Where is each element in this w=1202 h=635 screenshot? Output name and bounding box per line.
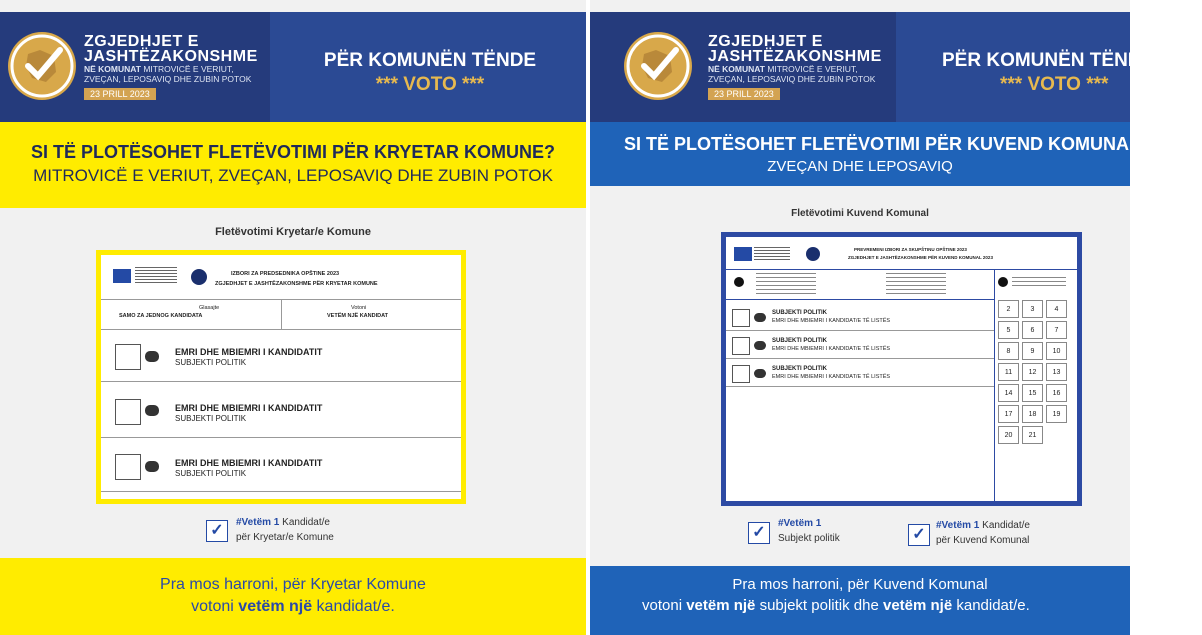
candidate-number-icon (145, 351, 159, 362)
party-number-icon (754, 341, 766, 350)
municipalities-subtitle: NË KOMUNAT MITROVICË E VERIUT, ZVEÇAN, LEPOSAVIQ DHE ZUBIN POTOK (84, 64, 252, 84)
party-candidate-list: EMRI DHE MBIEMRI I KANDIDAT/E TË LISTËS (772, 318, 891, 324)
candidate-party: SUBJEKTI POLITIK (175, 414, 247, 423)
header (590, 12, 1155, 122)
candidate-number-grid (998, 300, 1067, 444)
question-band (590, 122, 1141, 186)
candidate-number-box[interactable]: 13 (1046, 363, 1067, 381)
poster-assembly (590, 0, 1155, 635)
ballot-heading-1: PREVREMENI IZBORI ZA SKUPŠTINU OPŠTINE 2023 (854, 247, 967, 252)
candidate-number-box[interactable]: 9 (1022, 342, 1043, 360)
voto-label: *** VOTO *** (1000, 74, 1109, 95)
candidate-name: EMRI DHE MBIEMRI I KANDIDATIT (175, 458, 323, 468)
candidate-number-icon (145, 405, 159, 416)
candidate-number-box[interactable]: 21 (1022, 426, 1043, 444)
candidate-number-icon (145, 461, 159, 472)
ballot-heading-2: ZGJEDHJET E JASHTËZAKONSHME PËR KRYETAR KOMUNE (215, 281, 378, 287)
election-title: ZGJEDHJET E JASHTËZAKONSHME (84, 33, 258, 65)
checkmark-icon: ✓ (206, 520, 228, 542)
party-candidate-list: EMRI DHE MBIEMRI I KANDIDAT/E TË LISTËS (772, 346, 891, 352)
party-name: SUBJEKTI POLITIK (772, 366, 828, 372)
checkmark-icon: ✓ (748, 522, 770, 544)
institution-text (135, 267, 177, 283)
reminder-band (0, 558, 586, 635)
header (0, 12, 586, 122)
candidate-number-box[interactable]: 3 (1022, 300, 1043, 318)
municipalities-line: ZVEÇAN DHE LEPOSAVIQ (767, 158, 953, 175)
col-instruction-2: VETËM NJË KANDIDAT (327, 313, 389, 319)
candidate-number-box[interactable]: 6 (1022, 321, 1043, 339)
candidate-name: EMRI DHE MBIEMRI I KANDIDATIT (175, 347, 323, 357)
reminder-line-2: votoni vetëm një kandidat/e. (191, 598, 395, 615)
reminder-band (590, 566, 1130, 635)
party-number-icon (754, 369, 766, 378)
cec-seal-icon (191, 269, 207, 285)
reminder-line-1: Pra mos harroni, për Kuvend Komunal (732, 576, 988, 593)
kosovo-flag-icon (734, 247, 752, 261)
candidate-number-box[interactable]: 8 (998, 342, 1019, 360)
candidate-checkbox[interactable] (115, 399, 141, 425)
question-title: SI TË PLOTËSOHET FLETËVOTIMI PËR KRYETAR KOMUNE? (30, 142, 556, 162)
candidate-number-box[interactable]: 10 (1046, 342, 1067, 360)
slogan: PËR KOMUNËN TËNDE (942, 50, 1155, 71)
vote-note: #Vetëm 1 Kandidat/e për Kryetar/e Komune (236, 517, 334, 543)
party-checkbox[interactable] (732, 309, 750, 327)
reminder-line-2: votoni vetëm një subjekt politik dhe vetëm një kandidat/e. (642, 597, 1030, 614)
candidate-number-box[interactable]: 18 (1022, 405, 1043, 423)
candidate-number-box[interactable]: 5 (998, 321, 1019, 339)
election-date: 23 PRILL 2023 (84, 88, 156, 100)
candidate-name: EMRI DHE MBIEMRI I KANDIDATIT (175, 403, 323, 413)
municipalities-line: MITROVICË E VERIUT, ZVEÇAN, LEPOSAVIQ DHE ZUBIN POTOK (33, 166, 553, 185)
checkmark-icon: ✓ (908, 524, 930, 546)
col-instruction-1: SAMO ZA JEDNOG KANDIDATA (119, 313, 203, 319)
candidate-number-box[interactable]: 7 (1046, 321, 1067, 339)
candidate-party: SUBJEKTI POLITIK (175, 469, 247, 478)
party-note: #Vetëm 1 Subjekt politik (778, 518, 840, 544)
step-one-icon (734, 277, 744, 287)
mayor-ballot: IZBORI ZA PREDSEDNIKA OPŠTINE 2023 ZGJEDHJET E JASHTËZAKONSHME PËR KRYETAR KOMUNE Glasajte SAMO ZA JEDNOG KANDIDATA Votoni VETËM NJË KANDIDAT EMRI DHE MBIEMRI I KANDIDATIT SUBJEKTI POLITIK EMRI DHE MBIEMRI I KANDIDATIT SUBJEKTI POLITIK EMRI DHE MBIEMRI I KANDIDATIT SUBJEKTI POLITIK (96, 250, 466, 504)
voto-label: *** VOTO *** (375, 74, 485, 95)
ballot-heading-1: IZBORI ZA PREDSEDNIKA OPŠTINE 2023 (231, 271, 340, 277)
question-band (0, 122, 586, 208)
party-name: SUBJEKTI POLITIK (772, 310, 828, 316)
candidate-number-box[interactable]: 17 (998, 405, 1019, 423)
candidate-number-box[interactable]: 20 (998, 426, 1019, 444)
candidate-checkbox[interactable] (115, 344, 141, 370)
candidate-number-box[interactable]: 12 (1022, 363, 1043, 381)
party-checkbox[interactable] (732, 337, 750, 355)
ballot-caption: Fletëvotimi Kryetar/e Komune (215, 226, 371, 238)
candidate-number-box[interactable]: 14 (998, 384, 1019, 402)
institution-text (754, 247, 790, 261)
election-title: ZGJEDHJET E JASHTËZAKONSHME (708, 33, 882, 65)
candidate-number-box[interactable]: 11 (998, 363, 1019, 381)
municipalities-subtitle: NË KOMUNAT MITROVICË E VERIUT, ZVEÇAN, LEPOSAVIQ DHE ZUBIN POTOK (708, 64, 876, 84)
party-number-icon (754, 313, 766, 322)
election-date: 23 PRILL 2023 (708, 88, 780, 100)
kosovo-flag-icon (113, 269, 131, 283)
candidate-checkbox[interactable] (115, 454, 141, 480)
ballot-heading-2: ZGJEDHJET E JASHTËZAKONSHME PËR KUVEND KOMUNAL 2023 (848, 255, 993, 260)
candidate-number-box[interactable]: 4 (1046, 300, 1067, 318)
candidate-number-box[interactable]: 16 (1046, 384, 1067, 402)
cec-seal-icon (806, 247, 820, 261)
kosovo-ballot-emblem-icon (624, 32, 692, 100)
candidate-note: #Vetëm 1 Kandidat/e për Kuvend Komunal (936, 520, 1030, 546)
question-title: SI TË PLOTËSOHET FLETËVOTIMI PËR KUVEND KOMUNAL (624, 134, 1141, 154)
slogan: PËR KOMUNËN TËNDE (323, 50, 537, 71)
ballot-caption: Fletëvotimi Kuvend Komunal (791, 208, 929, 219)
party-checkbox[interactable] (732, 365, 750, 383)
party-candidate-list: EMRI DHE MBIEMRI I KANDIDAT/E TË LISTËS (772, 374, 891, 380)
candidate-party: SUBJEKTI POLITIK (175, 358, 247, 367)
kosovo-ballot-emblem-icon (8, 32, 76, 100)
candidate-number-box[interactable]: 2 (998, 300, 1019, 318)
reminder-line-1: Pra mos harroni, për Kryetar Komune (160, 576, 426, 593)
poster-mayor (0, 0, 586, 635)
candidate-number-box[interactable]: 19 (1046, 405, 1067, 423)
step-two-icon (998, 277, 1008, 287)
party-name: SUBJEKTI POLITIK (772, 338, 828, 344)
candidate-number-box[interactable]: 15 (1022, 384, 1043, 402)
